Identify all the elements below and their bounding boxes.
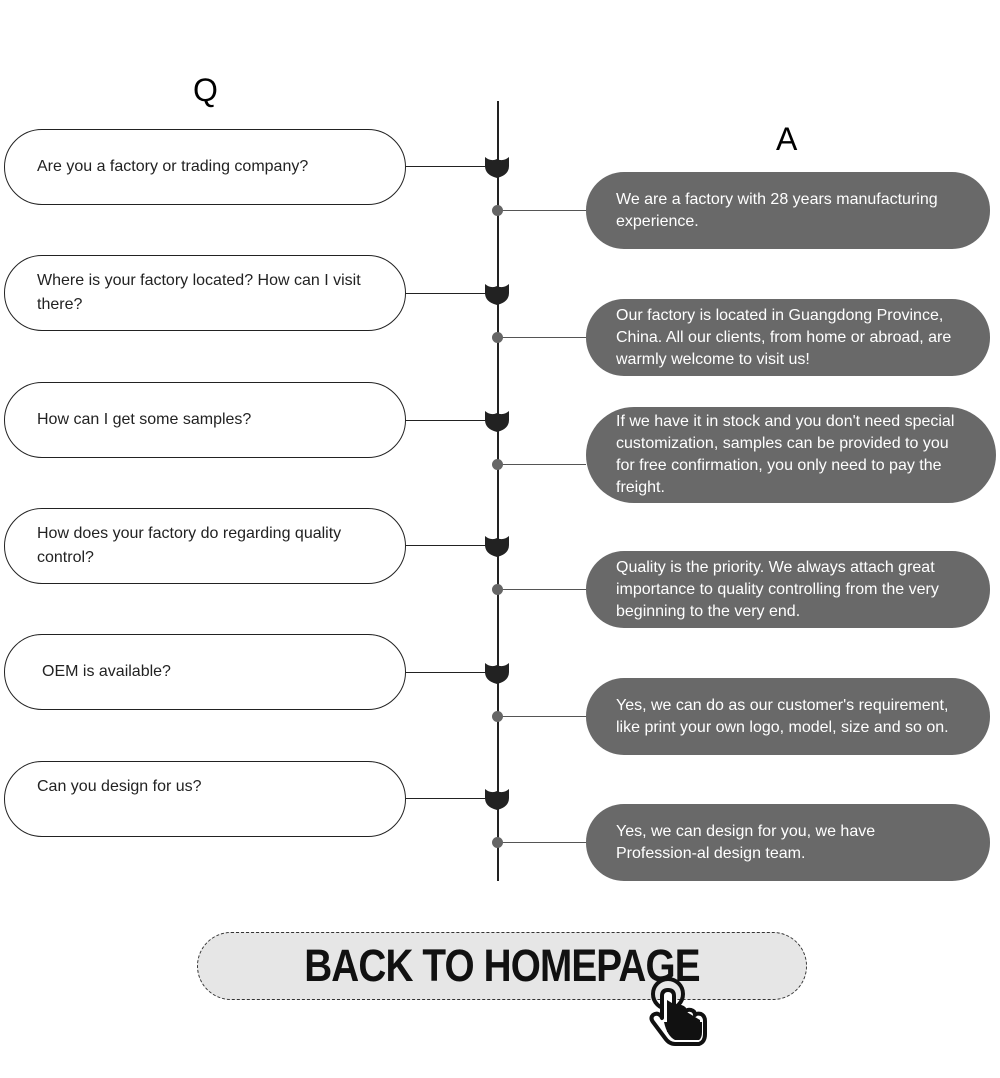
question-connector (406, 420, 492, 421)
shield-node-icon (484, 534, 510, 558)
answer-pill (586, 804, 990, 881)
shield-node-icon (484, 155, 510, 179)
question-connector (406, 293, 492, 294)
question-pill (4, 382, 406, 458)
back-button-label: BACK TO HOMEPAGE (304, 940, 700, 991)
answer-connector (498, 337, 586, 338)
pointing-hand-icon (645, 972, 709, 1048)
answer-pill (586, 678, 990, 755)
back-button-label-wrap (198, 933, 806, 999)
questions-heading: Q (193, 72, 218, 108)
question-text: OEM is available? (42, 663, 171, 680)
question-pill (4, 634, 406, 710)
answer-text: Our factory is located in Guangdong Province, China. All our clients, from home or abroad, are warmly welcome to visit us! (616, 306, 952, 368)
question-text: Where is your factory located? How can I visit there? (37, 272, 361, 313)
shield-node-icon (484, 661, 510, 685)
question-pill (4, 508, 406, 584)
timeline-dot (492, 584, 503, 595)
question-text: Can you design for us? (37, 778, 202, 795)
timeline-line (497, 101, 499, 881)
answer-text: Yes, we can design for you, we have Profession-al design team. (616, 822, 876, 862)
back-to-homepage-button[interactable] (197, 932, 807, 1000)
question-text: How can I get some samples? (37, 411, 252, 428)
timeline-dot (492, 205, 503, 216)
timeline-dot (492, 459, 503, 470)
answer-text: Yes, we can do as our customer's requirement, like print your own logo, model, size and so on. (616, 696, 949, 736)
shield-node-icon (484, 282, 510, 306)
question-text: Are you a factory or trading company? (37, 158, 309, 175)
question-connector (406, 545, 492, 546)
question-connector (406, 672, 492, 673)
answer-pill (586, 551, 990, 628)
question-connector (406, 798, 492, 799)
shield-node-icon (484, 787, 510, 811)
answer-pill (586, 299, 990, 376)
answer-connector (498, 716, 586, 717)
answer-text: Quality is the priority. We always attach great importance to quality controlling from the very beginning to the very end. (616, 558, 939, 620)
question-pill (4, 129, 406, 205)
question-pill (4, 255, 406, 331)
answer-pill (586, 172, 990, 249)
timeline-dot (492, 837, 503, 848)
question-connector (406, 166, 492, 167)
answer-text: If we have it in stock and you don't need special customization, samples can be provided to you for free confirmation, you only need to pay the freight. (616, 413, 955, 496)
answer-text: We are a factory with 28 years manufacturing experience. (616, 190, 938, 230)
timeline-dot (492, 332, 503, 343)
question-text: How does your factory do regarding quality control? (37, 525, 342, 566)
answer-connector (498, 464, 586, 465)
answer-connector (498, 589, 586, 590)
timeline-dot (492, 711, 503, 722)
shield-node-icon (484, 409, 510, 433)
answer-connector (498, 842, 586, 843)
answer-pill (586, 407, 996, 503)
answers-heading: A (776, 121, 798, 157)
answer-connector (498, 210, 586, 211)
question-pill (4, 761, 406, 837)
